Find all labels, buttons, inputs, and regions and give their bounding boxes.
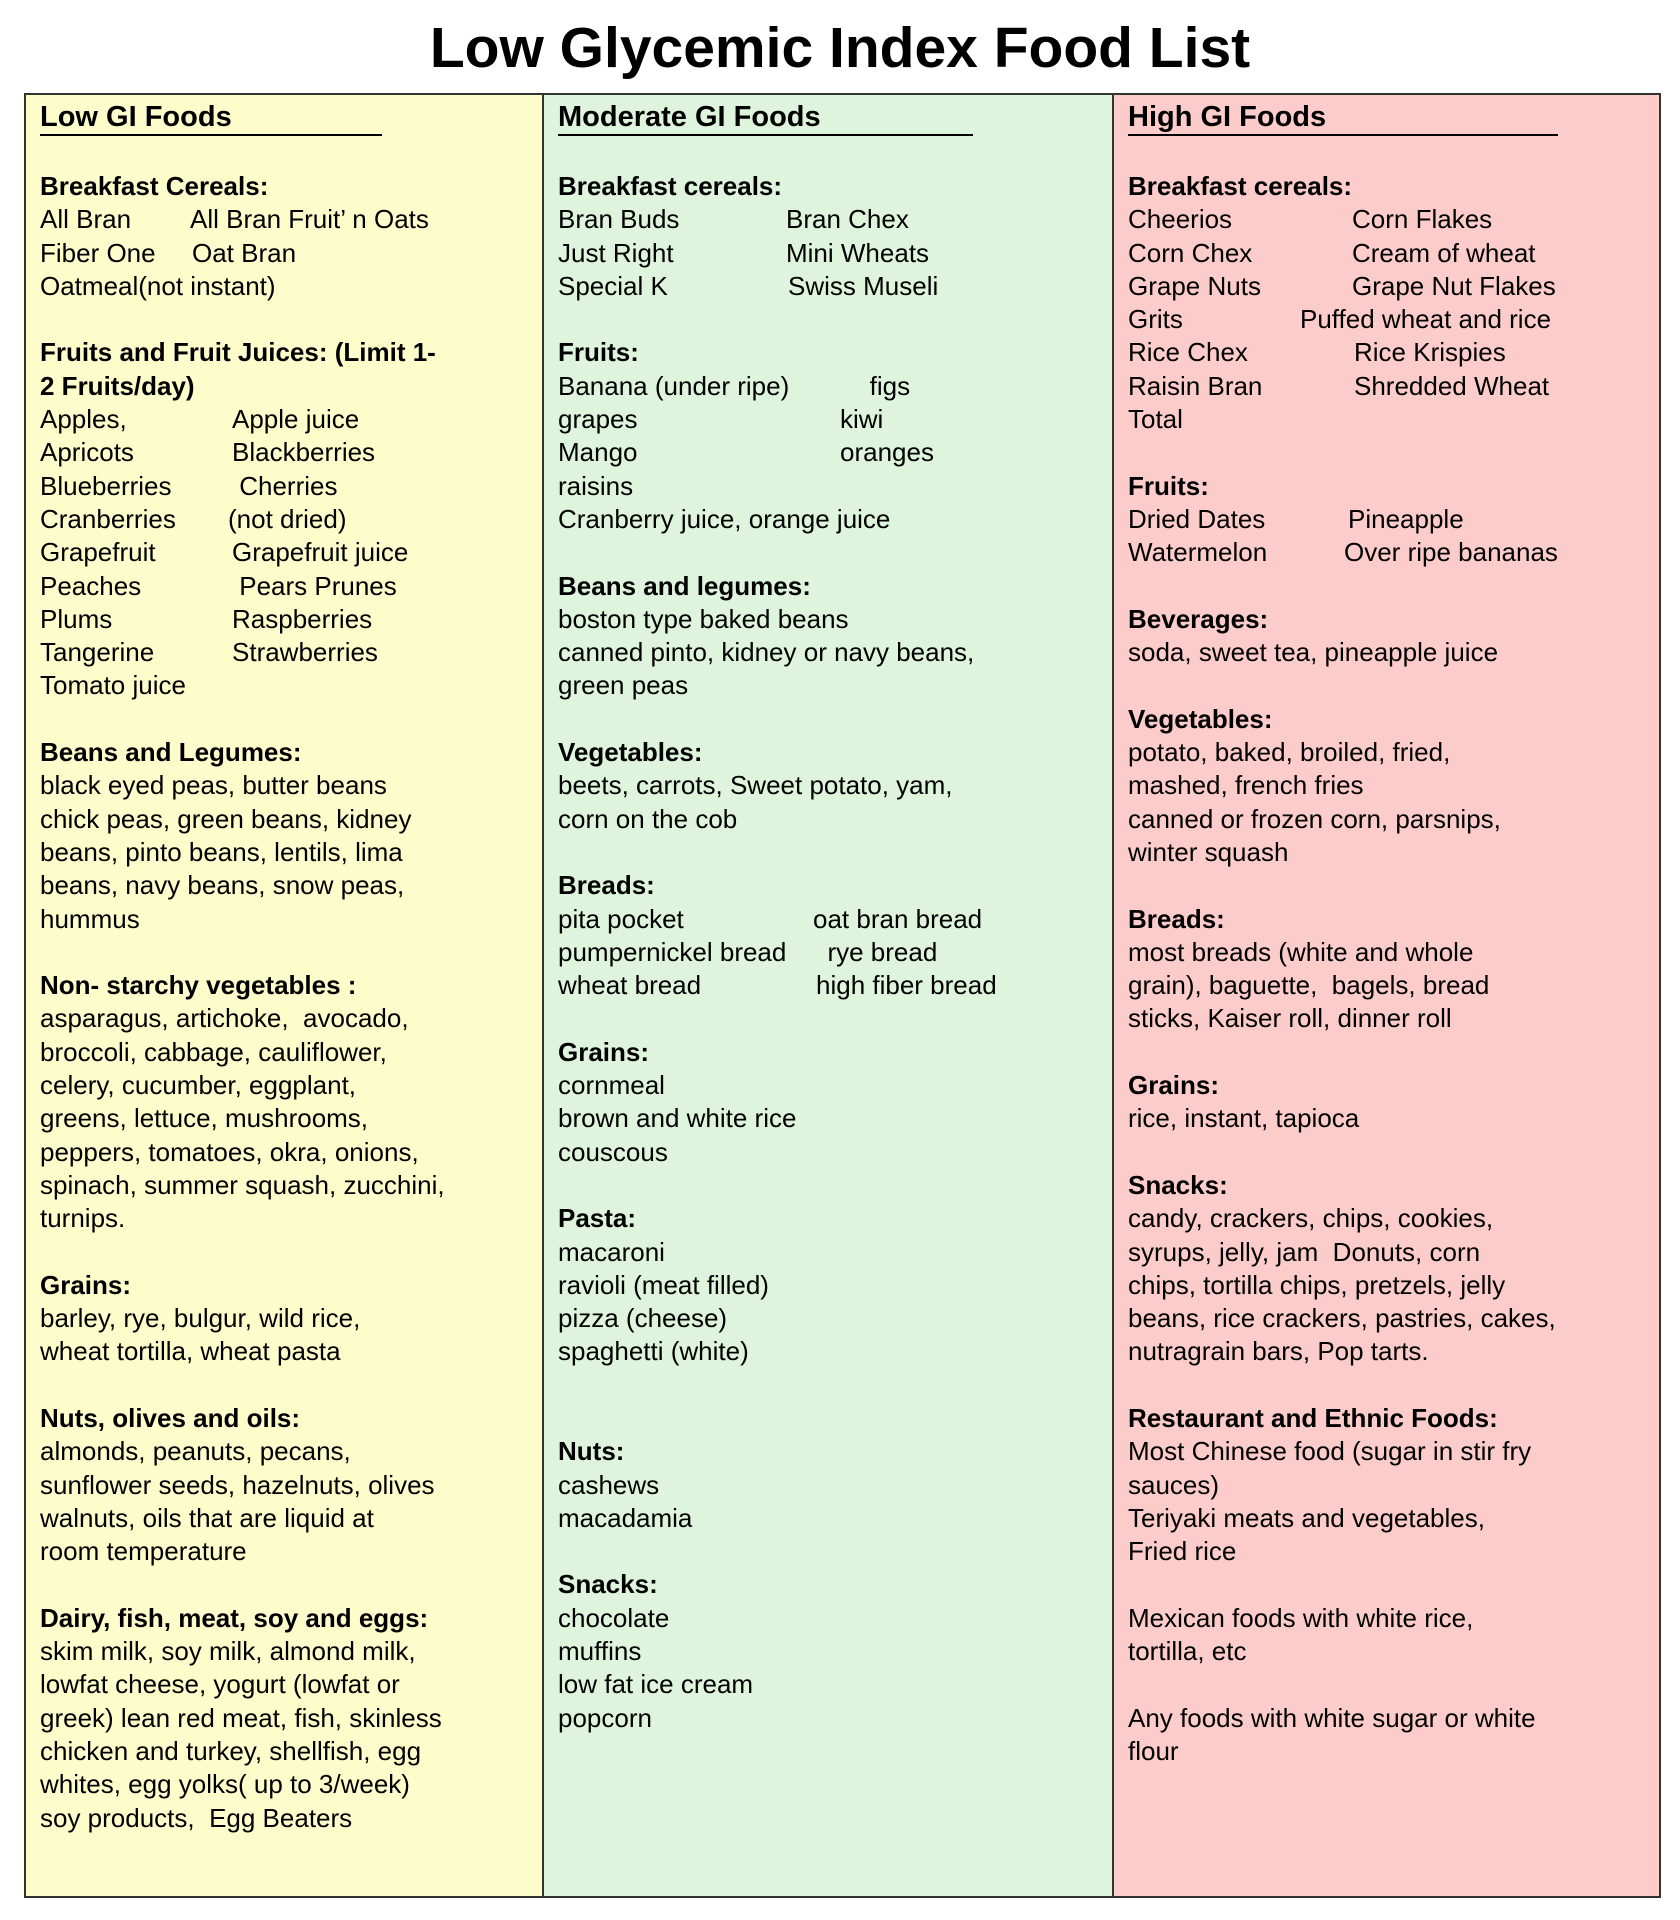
food-section bbox=[1128, 903, 1647, 1036]
food-section bbox=[1128, 470, 1647, 570]
food-section bbox=[558, 1202, 1100, 1402]
section-title: Snacks: bbox=[558, 1569, 658, 1600]
food-line: asparagus, artichoke, avocado, bbox=[40, 1003, 409, 1034]
food-row bbox=[558, 370, 1100, 403]
food-line: muffins bbox=[558, 1636, 642, 1667]
food-item: Peaches bbox=[40, 570, 142, 601]
column-low-gi bbox=[26, 95, 544, 1896]
food-line: Cranberry juice, orange juice bbox=[558, 503, 891, 534]
food-item: Cheerios bbox=[1128, 204, 1233, 235]
food-section bbox=[40, 969, 530, 1235]
food-item: Special K bbox=[558, 270, 668, 301]
food-line: cornmeal bbox=[558, 1070, 665, 1101]
food-section bbox=[558, 869, 1100, 1002]
food-row bbox=[558, 969, 1100, 1002]
food-item: Blueberries bbox=[40, 470, 172, 501]
food-item: Strawberries bbox=[232, 637, 378, 668]
food-item: pita pocket bbox=[558, 903, 684, 934]
food-item: Grape Nuts bbox=[1128, 270, 1261, 301]
food-line: candy, crackers, chips, cookies, bbox=[1128, 1203, 1494, 1234]
section-title: Grains: bbox=[40, 1269, 132, 1300]
food-line: hummus bbox=[40, 903, 140, 934]
food-item: Mango bbox=[558, 437, 638, 468]
food-line: sunflower seeds, hazelnuts, olives bbox=[40, 1469, 435, 1500]
food-item: Cream of wheat bbox=[1352, 237, 1536, 268]
food-line: turnips. bbox=[40, 1203, 126, 1234]
column-high-gi bbox=[1114, 95, 1659, 1896]
food-row bbox=[40, 470, 530, 503]
section-title: Fruits: bbox=[1128, 470, 1209, 501]
food-section bbox=[1128, 1402, 1647, 1568]
food-item: Bran Buds bbox=[558, 204, 680, 235]
food-item: Apples, bbox=[40, 404, 127, 435]
food-row bbox=[1128, 370, 1647, 403]
food-section bbox=[558, 570, 1100, 703]
food-line: broccoli, cabbage, cauliflower, bbox=[40, 1036, 387, 1067]
food-line: Total bbox=[1128, 404, 1183, 435]
food-line: Mexican foods with white rice, bbox=[1128, 1602, 1474, 1633]
food-line: rice, instant, tapioca bbox=[1128, 1103, 1360, 1134]
food-row bbox=[558, 403, 1100, 436]
section-title: Beans and Legumes: bbox=[40, 737, 302, 768]
food-item: high fiber bread bbox=[816, 970, 997, 1001]
food-section bbox=[40, 170, 530, 303]
food-line: brown and white rice bbox=[558, 1103, 797, 1134]
food-line: Teriyaki meats and vegetables, bbox=[1128, 1502, 1485, 1533]
food-line: canned or frozen corn, parsnips, bbox=[1128, 803, 1501, 834]
food-section bbox=[40, 736, 530, 936]
section-title: Grains: bbox=[1128, 1070, 1220, 1101]
food-line: Most Chinese food (sugar in stir fry bbox=[1128, 1436, 1532, 1467]
food-line: nutragrain bars, Pop tarts. bbox=[1128, 1336, 1429, 1367]
food-line: sauces) bbox=[1128, 1469, 1220, 1500]
food-row bbox=[1128, 536, 1647, 569]
food-item: oranges bbox=[840, 437, 934, 468]
food-section bbox=[558, 1036, 1100, 1169]
food-section bbox=[558, 736, 1100, 836]
food-line: couscous bbox=[558, 1136, 668, 1167]
food-item: Plums bbox=[40, 603, 113, 634]
food-item: Grape Nut Flakes bbox=[1352, 270, 1556, 301]
food-row bbox=[558, 237, 1100, 270]
food-item: Tangerine bbox=[40, 637, 155, 668]
section-title: Beverages: bbox=[1128, 603, 1269, 634]
food-item: Raspberries bbox=[232, 603, 373, 634]
food-item: Raisin Bran bbox=[1128, 370, 1263, 401]
food-line: low fat ice cream bbox=[558, 1669, 754, 1700]
food-row bbox=[1128, 203, 1647, 236]
food-line: whites, egg yolks( up to 3/week) bbox=[40, 1769, 410, 1800]
food-line: corn on the cob bbox=[558, 803, 738, 834]
section-title: Breakfast cereals: bbox=[1128, 171, 1353, 201]
section-title: Pasta: bbox=[558, 1203, 637, 1234]
section-title: Snacks: bbox=[1128, 1169, 1228, 1200]
food-item: Bran Chex bbox=[786, 204, 909, 235]
section-title: Nuts: bbox=[558, 1436, 625, 1467]
food-row bbox=[40, 237, 530, 270]
food-line: syrups, jelly, jam Donuts, corn bbox=[1128, 1236, 1481, 1267]
food-line: chips, tortilla chips, pretzels, jelly bbox=[1128, 1269, 1506, 1300]
food-row bbox=[40, 570, 530, 603]
food-row bbox=[40, 636, 530, 669]
food-line: mashed, french fries bbox=[1128, 770, 1364, 801]
food-row bbox=[558, 203, 1100, 236]
food-item: kiwi bbox=[840, 404, 884, 435]
food-line: skim milk, soy milk, almond milk, bbox=[40, 1636, 416, 1667]
food-line: tortilla, etc bbox=[1128, 1636, 1247, 1667]
food-line: sticks, Kaiser roll, dinner roll bbox=[1128, 1003, 1452, 1034]
food-line: chicken and turkey, shellfish, egg bbox=[40, 1735, 422, 1766]
food-item: rye bread bbox=[813, 936, 938, 967]
food-line: Tomato juice bbox=[40, 670, 186, 701]
food-line: greens, lettuce, mushrooms, bbox=[40, 1103, 369, 1134]
food-line: grain), baguette, bagels, bread bbox=[1128, 970, 1490, 1001]
food-section bbox=[1128, 1702, 1647, 1769]
food-section bbox=[558, 1435, 1100, 1535]
food-section bbox=[558, 336, 1100, 536]
food-row bbox=[558, 936, 1100, 969]
food-item: Apple juice bbox=[232, 404, 360, 435]
food-item: Oat Bran bbox=[192, 237, 297, 268]
food-line: walnuts, oils that are liquid at bbox=[40, 1502, 374, 1533]
food-section bbox=[1128, 1169, 1647, 1369]
food-item: Pineapple bbox=[1348, 503, 1464, 534]
food-item: Cherries bbox=[232, 470, 338, 501]
food-line: room temperature bbox=[40, 1536, 247, 1567]
food-item: Banana (under ripe) bbox=[558, 370, 790, 401]
food-section bbox=[1128, 1069, 1647, 1136]
food-line: greek) lean red meat, fish, skinless bbox=[40, 1702, 442, 1733]
food-line: most breads (white and whole bbox=[1128, 936, 1474, 967]
section-title: Vegetables: bbox=[1128, 703, 1273, 734]
food-section bbox=[40, 1269, 530, 1369]
food-row bbox=[1128, 237, 1647, 270]
food-row bbox=[40, 436, 530, 469]
spacer bbox=[558, 1369, 1100, 1402]
food-line: soda, sweet tea, pineapple juice bbox=[1128, 637, 1499, 668]
food-item: Over ripe bananas bbox=[1344, 537, 1558, 568]
section-title: Non- starchy vegetables : bbox=[40, 970, 357, 1001]
section-title: Breakfast cereals: bbox=[558, 171, 783, 201]
food-item: grapes bbox=[558, 404, 638, 435]
food-item: Cranberries bbox=[40, 503, 176, 534]
food-item: All Bran bbox=[40, 204, 132, 235]
food-row bbox=[40, 503, 530, 536]
food-line: lowfat cheese, yogurt (lowfat or bbox=[40, 1669, 400, 1700]
section-title: Restaurant and Ethnic Foods: bbox=[1128, 1402, 1498, 1433]
food-row bbox=[558, 903, 1100, 936]
food-line: pizza (cheese) bbox=[558, 1303, 728, 1334]
column-moderate-gi bbox=[544, 95, 1114, 1896]
food-section bbox=[1128, 1602, 1647, 1669]
section-title: Vegetables: bbox=[558, 737, 703, 768]
food-line: beets, carrots, Sweet potato, yam, bbox=[558, 770, 953, 801]
food-section bbox=[1128, 703, 1647, 869]
food-item: Rice Krispies bbox=[1354, 337, 1506, 368]
food-item: Grits bbox=[1128, 304, 1183, 335]
food-line: Fried rice bbox=[1128, 1536, 1237, 1567]
food-line: almonds, peanuts, pecans, bbox=[40, 1436, 351, 1467]
food-line: spaghetti (white) bbox=[558, 1336, 749, 1367]
column-heading: Low GI Foods bbox=[40, 101, 382, 136]
food-line: boston type baked beans bbox=[558, 603, 849, 634]
food-item: Grapefruit juice bbox=[232, 537, 409, 568]
section-title: Fruits and Fruit Juices: (Limit 1-2 Fruits/day) bbox=[40, 337, 436, 401]
food-row bbox=[40, 536, 530, 569]
food-row bbox=[40, 603, 530, 636]
food-section bbox=[40, 1402, 530, 1568]
food-item: Blackberries bbox=[232, 437, 376, 468]
food-row bbox=[40, 203, 530, 236]
food-item: Just Right bbox=[558, 237, 674, 268]
food-line: cashews bbox=[558, 1469, 660, 1500]
section-title: Beans and legumes: bbox=[558, 570, 811, 601]
food-line: soy products, Egg Beaters bbox=[40, 1802, 353, 1833]
food-row bbox=[1128, 336, 1647, 369]
section-list bbox=[40, 170, 530, 1835]
section-list bbox=[1128, 170, 1647, 1768]
food-item: Apricots bbox=[40, 437, 134, 468]
food-line: beans, pinto beans, lentils, lima bbox=[40, 836, 403, 867]
food-row bbox=[558, 270, 1100, 303]
food-line: winter squash bbox=[1128, 836, 1289, 867]
section-title: Grains: bbox=[558, 1036, 650, 1067]
food-section bbox=[40, 1602, 530, 1835]
food-line: beans, rice crackers, pastries, cakes, bbox=[1128, 1303, 1556, 1334]
food-line: canned pinto, kidney or navy beans, bbox=[558, 637, 975, 668]
food-item: Fiber One bbox=[40, 237, 156, 268]
food-item: pumpernickel bread bbox=[558, 936, 787, 967]
food-line: chick peas, green beans, kidney bbox=[40, 803, 412, 834]
food-item: Watermelon bbox=[1128, 537, 1268, 568]
food-item: oat bran bread bbox=[813, 903, 983, 934]
food-item: Pears Prunes bbox=[232, 570, 397, 601]
food-line: celery, cucumber, eggplant, bbox=[40, 1070, 357, 1101]
food-line: spinach, summer squash, zucchini, bbox=[40, 1169, 445, 1200]
food-item: Dried Dates bbox=[1128, 503, 1266, 534]
food-item: Puffed wheat and rice bbox=[1300, 304, 1552, 335]
food-line: barley, rye, bulgur, wild rice, bbox=[40, 1303, 361, 1334]
food-row bbox=[1128, 303, 1647, 336]
section-title: Breads: bbox=[558, 870, 655, 901]
section-title: Dairy, fish, meat, soy and eggs: bbox=[40, 1602, 429, 1633]
food-line: black eyed peas, butter beans bbox=[40, 770, 387, 801]
food-line: raisins bbox=[558, 470, 634, 501]
gi-food-table bbox=[24, 93, 1661, 1898]
section-title: Breakfast Cereals: bbox=[40, 171, 269, 201]
column-heading: Moderate GI Foods bbox=[558, 101, 973, 136]
section-title: Breads: bbox=[1128, 903, 1225, 934]
section-title: Fruits: bbox=[558, 337, 639, 368]
food-item: Mini Wheats bbox=[786, 237, 930, 268]
food-item: Rice Chex bbox=[1128, 337, 1248, 368]
food-section bbox=[558, 1568, 1100, 1734]
food-line: wheat tortilla, wheat pasta bbox=[40, 1336, 341, 1367]
food-item: Swiss Museli bbox=[788, 270, 939, 301]
column-heading: High GI Foods bbox=[1128, 101, 1558, 136]
food-section bbox=[1128, 170, 1647, 436]
food-line: peppers, tomatoes, okra, onions, bbox=[40, 1136, 419, 1167]
page-title: Low Glycemic Index Food List bbox=[429, 16, 1251, 80]
food-line: Any foods with white sugar or white bbox=[1128, 1702, 1536, 1733]
food-section bbox=[558, 170, 1100, 303]
food-line: flour bbox=[1128, 1735, 1179, 1766]
food-item: figs bbox=[848, 370, 911, 401]
food-item: wheat bread bbox=[558, 970, 702, 1001]
food-row bbox=[40, 403, 530, 436]
food-section bbox=[40, 336, 530, 702]
food-line: Oatmeal(not instant) bbox=[40, 270, 276, 301]
food-item: Grapefruit bbox=[40, 537, 156, 568]
food-row bbox=[1128, 270, 1647, 303]
section-title: Nuts, olives and oils: bbox=[40, 1402, 301, 1433]
food-row bbox=[1128, 503, 1647, 536]
food-item: Corn Chex bbox=[1128, 237, 1253, 268]
food-line: chocolate bbox=[558, 1602, 670, 1633]
food-line: popcorn bbox=[558, 1702, 652, 1733]
food-item: (not dried) bbox=[228, 503, 347, 534]
food-line: macadamia bbox=[558, 1502, 693, 1533]
food-line: macaroni bbox=[558, 1236, 665, 1267]
food-item: Corn Flakes bbox=[1352, 204, 1493, 235]
food-row bbox=[558, 436, 1100, 469]
food-section bbox=[1128, 603, 1647, 670]
food-line: green peas bbox=[558, 670, 689, 701]
food-line: beans, navy beans, snow peas, bbox=[40, 870, 405, 901]
food-item: Shredded Wheat bbox=[1354, 370, 1550, 401]
section-list bbox=[558, 170, 1100, 1735]
food-line: potato, baked, broiled, fried, bbox=[1128, 737, 1451, 768]
food-item: All Bran Fruit’ n Oats bbox=[190, 204, 429, 235]
food-line: ravioli (meat filled) bbox=[558, 1269, 769, 1300]
